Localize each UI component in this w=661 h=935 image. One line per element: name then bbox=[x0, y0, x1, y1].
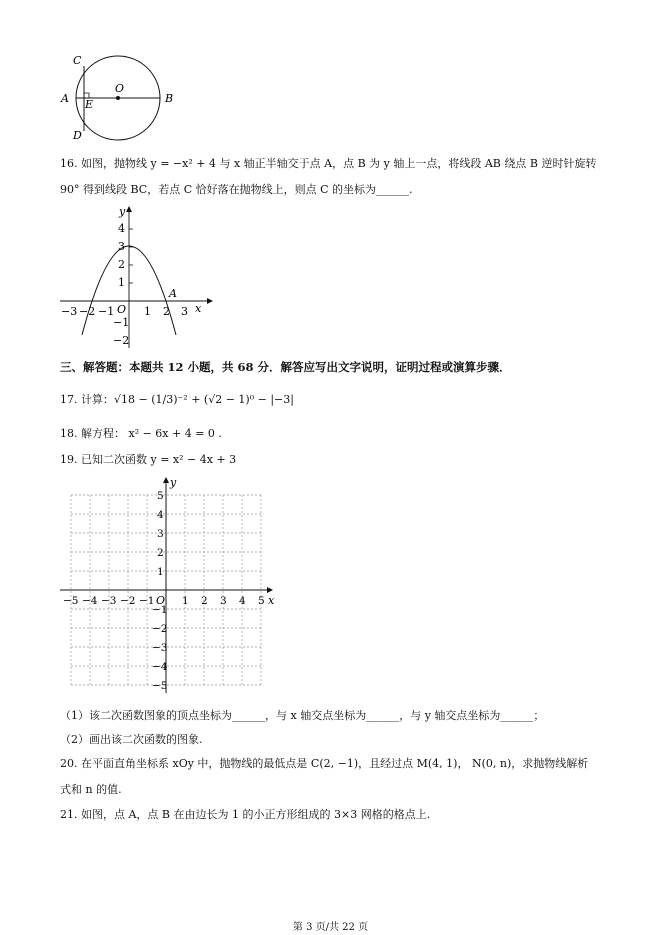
gx-neg5: −5 bbox=[63, 595, 79, 607]
grid-x-label: x bbox=[268, 594, 275, 607]
q16-line2: 90° 得到线段 BC，若点 C 恰好落在抛物线上，则点 C 的坐标为______. bbox=[60, 183, 413, 196]
grid-origin: O bbox=[156, 594, 166, 607]
y-tick-4: 4 bbox=[118, 222, 125, 235]
q17-text: 17. 计算：√18 − (1/3)⁻² + (√2 − 1)⁰ − |−3| bbox=[60, 393, 294, 406]
gy-2: 2 bbox=[157, 547, 164, 559]
label-b: B bbox=[165, 92, 174, 105]
x-tick-neg3: −3 bbox=[61, 305, 78, 318]
gx-neg1: −1 bbox=[139, 595, 155, 607]
gx-3: 3 bbox=[220, 595, 227, 607]
gx-1: 1 bbox=[182, 595, 189, 607]
graph-x-label: x bbox=[195, 302, 202, 315]
center-point bbox=[116, 96, 120, 100]
label-e: E bbox=[85, 98, 94, 111]
gy-neg3: −3 bbox=[152, 642, 168, 654]
label-a: A bbox=[61, 92, 69, 105]
gy-neg4: −4 bbox=[152, 661, 168, 673]
q21-text: 21. 如图，点 A，点 B 在由边长为 1 的小正方形组成的 3×3 网格的格点上. bbox=[60, 808, 431, 821]
gy-5: 5 bbox=[157, 490, 164, 502]
grid-y-label: y bbox=[170, 476, 177, 489]
grid-y-arrow bbox=[163, 477, 169, 483]
graph-point-a: A bbox=[169, 287, 177, 300]
label-d: D bbox=[73, 129, 82, 142]
gx-4: 4 bbox=[239, 595, 246, 607]
y-axis-arrow bbox=[126, 206, 132, 212]
gx-neg4: −4 bbox=[82, 595, 98, 607]
section3-heading: 三、解答题：本题共 12 小题，共 68 分．解答应写出文字说明，证明过程或演算步骤． bbox=[60, 360, 511, 374]
gy-3: 3 bbox=[157, 528, 164, 540]
parabola-graph bbox=[55, 200, 215, 350]
q20-line2: 式和 n 的值. bbox=[60, 783, 122, 796]
x-tick-3: 3 bbox=[181, 305, 188, 318]
coordinate-grid bbox=[55, 475, 285, 700]
q16-line1: 16. 如图，抛物线 y = −x² + 4 与 x 轴正半轴交于点 A，点 B 为 y 轴上一点，将线段 AB 绕点 B 逆时针旋转 bbox=[60, 157, 597, 170]
q19-part2: （2）画出该二次函数的图象. bbox=[60, 733, 203, 746]
label-c: C bbox=[73, 54, 82, 67]
y-tick-neg2: −2 bbox=[113, 334, 130, 347]
x-tick-1: 1 bbox=[144, 305, 151, 318]
gy-4: 4 bbox=[157, 509, 164, 521]
gy-neg2: −2 bbox=[152, 623, 168, 635]
gy-neg5: −5 bbox=[152, 680, 168, 692]
x-tick-neg2: −2 bbox=[79, 305, 96, 318]
q19-text: 19. 已知二次函数 y = x² − 4x + 3 bbox=[60, 453, 237, 466]
y-tick-3: 3 bbox=[118, 240, 125, 253]
gx-2: 2 bbox=[201, 595, 208, 607]
grid-x-arrow bbox=[267, 587, 273, 593]
q19-part1: （1）该二次函数图象的顶点坐标为______，与 x 轴交点坐标为______，与 y 轴交点坐标为______； bbox=[60, 709, 545, 722]
label-o: O bbox=[115, 82, 125, 95]
x-tick-neg1: −1 bbox=[98, 305, 115, 318]
q18-text: 18. 解方程： x² − 6x + 4 = 0 . bbox=[60, 427, 222, 440]
q20-line1: 20. 在平面直角坐标系 xOy 中，抛物线的最低点是 C(2, −1)，且经过点 M(4, 1)， N(0, n)，求抛物线解析 bbox=[60, 757, 589, 770]
gx-5: 5 bbox=[258, 595, 265, 607]
circle-figure bbox=[55, 50, 185, 142]
graph-origin: O bbox=[117, 303, 127, 316]
y-tick-1: 1 bbox=[118, 276, 125, 289]
gx-neg2: −2 bbox=[120, 595, 136, 607]
x-tick-2: 2 bbox=[163, 305, 170, 318]
gy-neg1: −1 bbox=[152, 604, 168, 616]
graph-y-label: y bbox=[119, 205, 126, 218]
gy-1: 1 bbox=[157, 566, 164, 578]
y-tick-2: 2 bbox=[118, 258, 125, 271]
y-tick-neg1: −1 bbox=[113, 316, 130, 329]
page-footer: 第 3 页/共 22 页 bbox=[292, 922, 369, 933]
gx-neg3: −3 bbox=[101, 595, 117, 607]
x-axis-arrow bbox=[207, 298, 213, 304]
